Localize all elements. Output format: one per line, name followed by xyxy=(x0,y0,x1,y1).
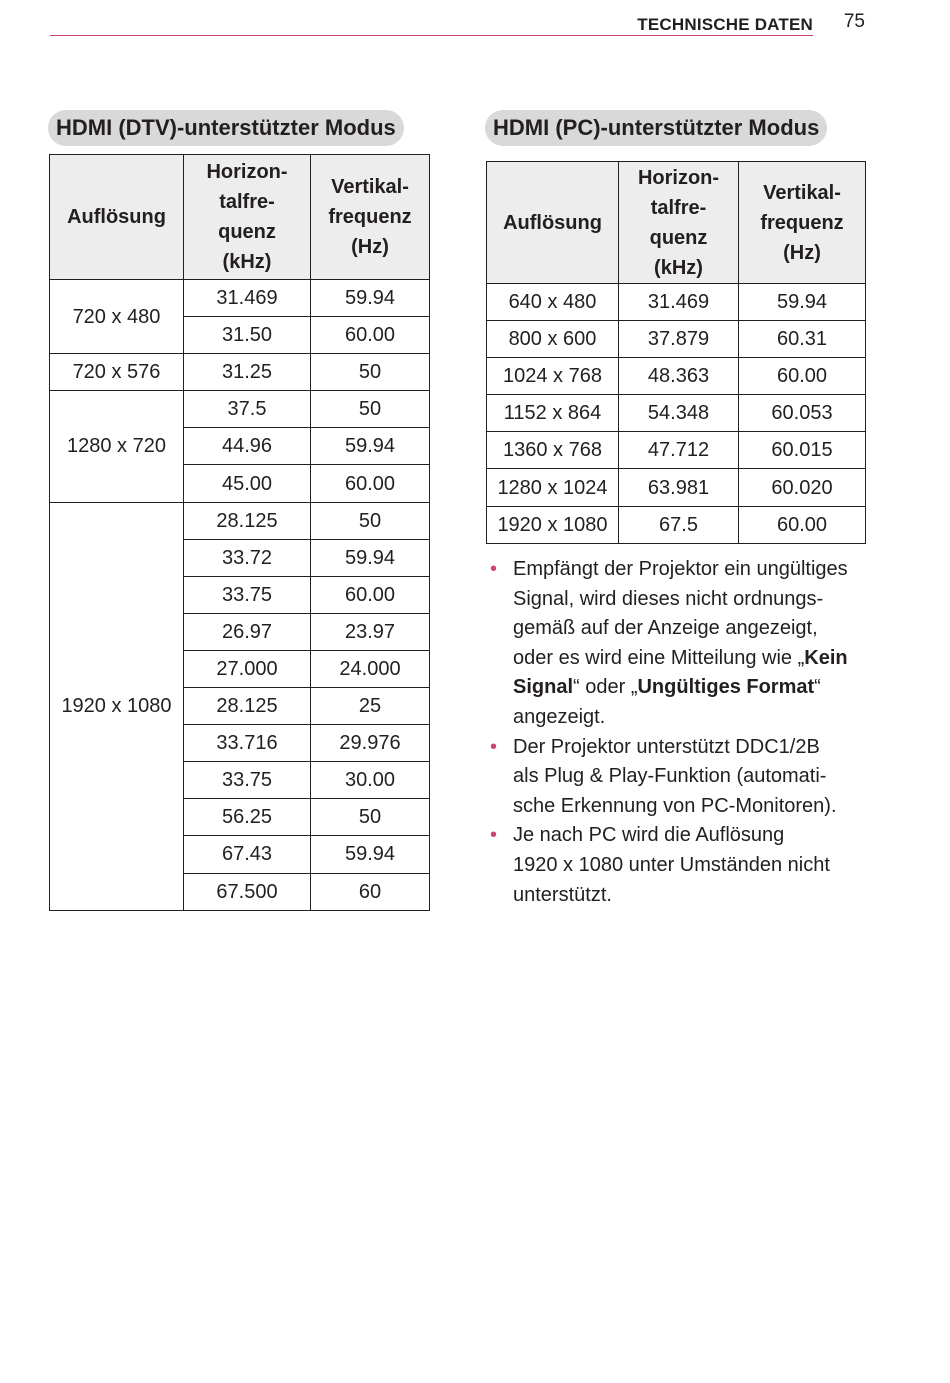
resolution-cell: 1920 x 1080 xyxy=(50,502,184,910)
note-text: Der Projektor unterstützt DDC1/2B xyxy=(513,735,820,758)
hfreq-cell: 48.363 xyxy=(619,358,739,395)
hfreq-cell: 37.879 xyxy=(619,321,739,358)
header-line: frequenz xyxy=(760,211,844,234)
hfreq-cell: 33.72 xyxy=(184,539,311,576)
note-text: “ xyxy=(814,676,821,699)
notes-list xyxy=(490,555,880,910)
table-row xyxy=(487,469,866,506)
hfreq-cell: 45.00 xyxy=(184,465,311,502)
note-text: sche Erkennung von PC-Monitoren). xyxy=(513,794,837,817)
resolution-cell: 1280 x 1024 xyxy=(487,469,619,506)
hfreq-cell: 28.125 xyxy=(184,688,311,725)
pc-header-resolution: Auflösung xyxy=(487,162,619,284)
table-row xyxy=(487,395,866,432)
dtv-section-title: HDMI (DTV)-unterstützter Modus xyxy=(48,110,404,146)
table-row xyxy=(487,321,866,358)
hfreq-cell: 63.981 xyxy=(619,469,739,506)
vfreq-cell: 50 xyxy=(311,391,430,428)
page-header xyxy=(50,8,868,38)
hfreq-cell: 54.348 xyxy=(619,395,739,432)
note-text: oder es wird eine Mitteilung wie „ xyxy=(513,646,805,669)
hfreq-cell: 28.125 xyxy=(184,502,311,539)
pc-table-body xyxy=(487,284,866,544)
table-row xyxy=(50,280,430,317)
page-number: 75 xyxy=(843,11,865,32)
note-text: als Plug & Play-Funktion (automati- xyxy=(513,765,827,788)
bullet-icon: • xyxy=(490,558,498,580)
table-row xyxy=(487,284,866,321)
vfreq-cell: 60 xyxy=(311,873,430,910)
vfreq-cell: 60.00 xyxy=(311,576,430,613)
resolution-cell: 1360 x 768 xyxy=(487,432,619,469)
note-text: gemäß auf der Anzeige angezeigt, xyxy=(513,617,818,640)
vfreq-cell: 60.31 xyxy=(739,321,866,358)
vfreq-cell: 50 xyxy=(311,799,430,836)
header-line: quenz xyxy=(218,221,276,243)
note-item xyxy=(490,733,880,822)
pc-section-title: HDMI (PC)-unterstützter Modus xyxy=(485,110,827,146)
hfreq-cell: 67.500 xyxy=(184,873,311,910)
bullet-icon: • xyxy=(490,735,498,758)
pc-header-hfreq xyxy=(619,162,739,284)
resolution-cell: 1920 x 1080 xyxy=(487,506,619,543)
resolution-cell: 1152 x 864 xyxy=(487,395,619,432)
note-emphasis: Ungültiges Format xyxy=(637,676,815,699)
header-line: (kHz) xyxy=(654,256,703,279)
pc-modes-table xyxy=(486,161,866,544)
table-row xyxy=(50,391,430,428)
hfreq-cell: 47.712 xyxy=(619,432,739,469)
header-line: (kHz) xyxy=(222,251,272,273)
table-row xyxy=(50,354,430,391)
dtv-header-hfreq xyxy=(184,155,311,280)
hfreq-cell: 31.469 xyxy=(184,280,311,317)
resolution-cell: 720 x 480 xyxy=(50,280,184,354)
vfreq-cell: 50 xyxy=(311,502,430,539)
header-line: talfre- xyxy=(219,191,275,213)
vfreq-cell: 59.94 xyxy=(739,284,866,321)
vfreq-cell: 50 xyxy=(311,354,430,391)
note-text: angezeigt. xyxy=(513,705,606,728)
hfreq-cell: 67.43 xyxy=(184,836,311,873)
table-row xyxy=(487,506,866,543)
hfreq-cell: 67.5 xyxy=(619,506,739,543)
resolution-cell: 640 x 480 xyxy=(487,284,619,321)
note-text: Je nach PC wird die Auflösung xyxy=(513,824,785,847)
resolution-cell: 800 x 600 xyxy=(487,321,619,358)
vfreq-cell: 59.94 xyxy=(311,836,430,873)
hfreq-cell: 31.25 xyxy=(184,354,311,391)
note-text: unterstützt. xyxy=(513,883,612,906)
header-section-title: TECHNISCHE DATEN xyxy=(637,15,813,34)
hfreq-cell: 56.25 xyxy=(184,799,311,836)
vfreq-cell: 23.97 xyxy=(311,613,430,650)
dtv-header-resolution: Auflösung xyxy=(50,155,184,280)
vfreq-cell: 60.00 xyxy=(739,506,866,543)
header-line: (Hz) xyxy=(783,241,821,264)
header-line: Horizon- xyxy=(206,161,288,183)
note-emphasis: Kein xyxy=(804,646,848,669)
vfreq-cell: 60.00 xyxy=(739,358,866,395)
bullet-icon: • xyxy=(490,824,498,847)
header-line: quenz xyxy=(649,226,708,249)
hfreq-cell: 33.716 xyxy=(184,725,311,762)
note-item xyxy=(490,821,880,910)
vfreq-cell: 60.00 xyxy=(311,465,430,502)
vfreq-cell: 60.00 xyxy=(311,317,430,354)
vfreq-cell: 60.015 xyxy=(739,432,866,469)
hfreq-cell: 37.5 xyxy=(184,391,311,428)
hfreq-cell: 33.75 xyxy=(184,576,311,613)
note-text: 1920 x 1080 unter Umständen nicht xyxy=(513,853,830,876)
vfreq-cell: 59.94 xyxy=(311,539,430,576)
note-text: Signal, wird dieses nicht ordnungs- xyxy=(513,587,824,610)
resolution-cell: 720 x 576 xyxy=(50,354,184,391)
vfreq-cell: 25 xyxy=(311,688,430,725)
pc-header-vfreq xyxy=(739,162,866,284)
hfreq-cell: 31.469 xyxy=(619,284,739,321)
vfreq-cell: 59.94 xyxy=(311,428,430,465)
resolution-cell: 1024 x 768 xyxy=(487,358,619,395)
header-line: Vertikal- xyxy=(331,176,409,198)
vfreq-cell: 60.020 xyxy=(739,469,866,506)
resolution-cell: 1280 x 720 xyxy=(50,391,184,502)
vfreq-cell: 24.000 xyxy=(311,650,430,687)
dtv-table-body xyxy=(50,280,430,911)
vfreq-cell: 30.00 xyxy=(311,762,430,799)
dtv-header-vfreq xyxy=(311,155,430,280)
note-text: Empfängt der Projektor ein ungültiges xyxy=(513,558,848,580)
hfreq-cell: 33.75 xyxy=(184,762,311,799)
header-line: Vertikal- xyxy=(763,181,841,204)
header-rule xyxy=(50,35,813,36)
vfreq-cell: 29.976 xyxy=(311,725,430,762)
table-row xyxy=(487,432,866,469)
dtv-modes-table xyxy=(49,154,430,911)
header-line: Horizon- xyxy=(637,166,720,189)
header-line: (Hz) xyxy=(351,236,389,258)
header-line: talfre- xyxy=(650,196,707,219)
vfreq-cell: 59.94 xyxy=(311,280,430,317)
note-item xyxy=(490,555,880,733)
hfreq-cell: 44.96 xyxy=(184,428,311,465)
header-line: frequenz xyxy=(328,206,412,228)
note-text: “ oder „ xyxy=(573,676,638,699)
vfreq-cell: 60.053 xyxy=(739,395,866,432)
table-row xyxy=(487,358,866,395)
hfreq-cell: 27.000 xyxy=(184,650,311,687)
table-row xyxy=(50,502,430,539)
hfreq-cell: 31.50 xyxy=(184,317,311,354)
note-emphasis: Signal xyxy=(513,676,574,699)
hfreq-cell: 26.97 xyxy=(184,613,311,650)
